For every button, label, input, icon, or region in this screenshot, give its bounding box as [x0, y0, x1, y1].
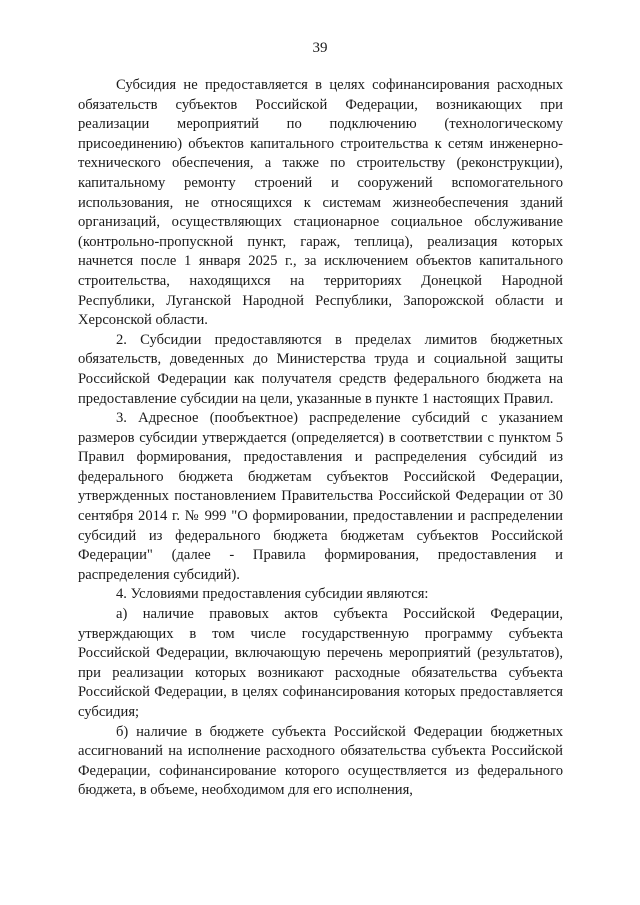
paragraph-subsidy-exclusion: Субсидия не предоставляется в целях софинансирования расходных обязательств субъектов Российской Федерации, возникающих при реализации мероприятий по подключению (технологическому присоединению) объектов капитального строительства к сетям инженерно-технического обеспечения, а также по строительству (реконструкции), капитальному ремонту строений и сооружений вспомогательного использования, не относящихся к системам жизнеобеспечения зданий организаций, осуществляющих стационарное социальное обслуживание (контрольно-пропускной пункт, гараж, теплица), реализация которых начнется после 1 января 2025 г., за исключением объектов капитального строительства, находящихся на территориях Донецкой Народной Республики, Луганской Народной Республики, Запорожской области и Херсонской области.: [78, 77, 563, 329]
paragraph-4-conditions: 4. Условиями предоставления субсидии являются:: [116, 586, 429, 603]
page-number: 39: [312, 40, 328, 56]
paragraph-3-distribution: 3. Адресное (пообъектное) распределение субсидий с указанием размеров субсидии утверждается (определяется) в соответствии с пунктом 5 Правил формирования, предоставления и распределения субсидий из федерального бюджета бюджетам субъектов Российской Федерации, утвержденных постановлением Правительства Российской Федерации от 30 сентября 2014 г. № 999 "О формировании, предоставлении и распределении субсидий из федерального бюджета бюджетам субъектов Российской Федерации" (далее - Правила формирования, предоставления и распределения субсидий).: [78, 410, 563, 583]
paragraph-2-limits: 2. Субсидии предоставляются в пределах лимитов бюджетных обязательств, доведенных до Министерства труда и социальной защиты Российской Федерации как получателя средств федерального бюджета на предоставление субсидии на цели, указанные в пункте 1 настоящих Правил.: [78, 331, 563, 407]
document-body: [78, 76, 563, 801]
paragraph-4a-legal-acts: а) наличие правовых актов субъекта Российской Федерации, утверждающих в том числе государственную программу субъекта Российской Федерации, включающую перечень мероприятий (результатов), при реализации которых возникают расходные обязательства субъекта Российской Федерации, в целях софинансирования которых предоставляется субсидия;: [78, 606, 563, 720]
paragraph-4b-budget-allocations: б) наличие в бюджете субъекта Российской Федерации бюджетных ассигнований на исполнение расходного обязательства субъекта Российской Федерации, софинансирование которого осуществляется из федерального бюджета, в объеме, необходимом для его исполнения,: [78, 723, 563, 799]
